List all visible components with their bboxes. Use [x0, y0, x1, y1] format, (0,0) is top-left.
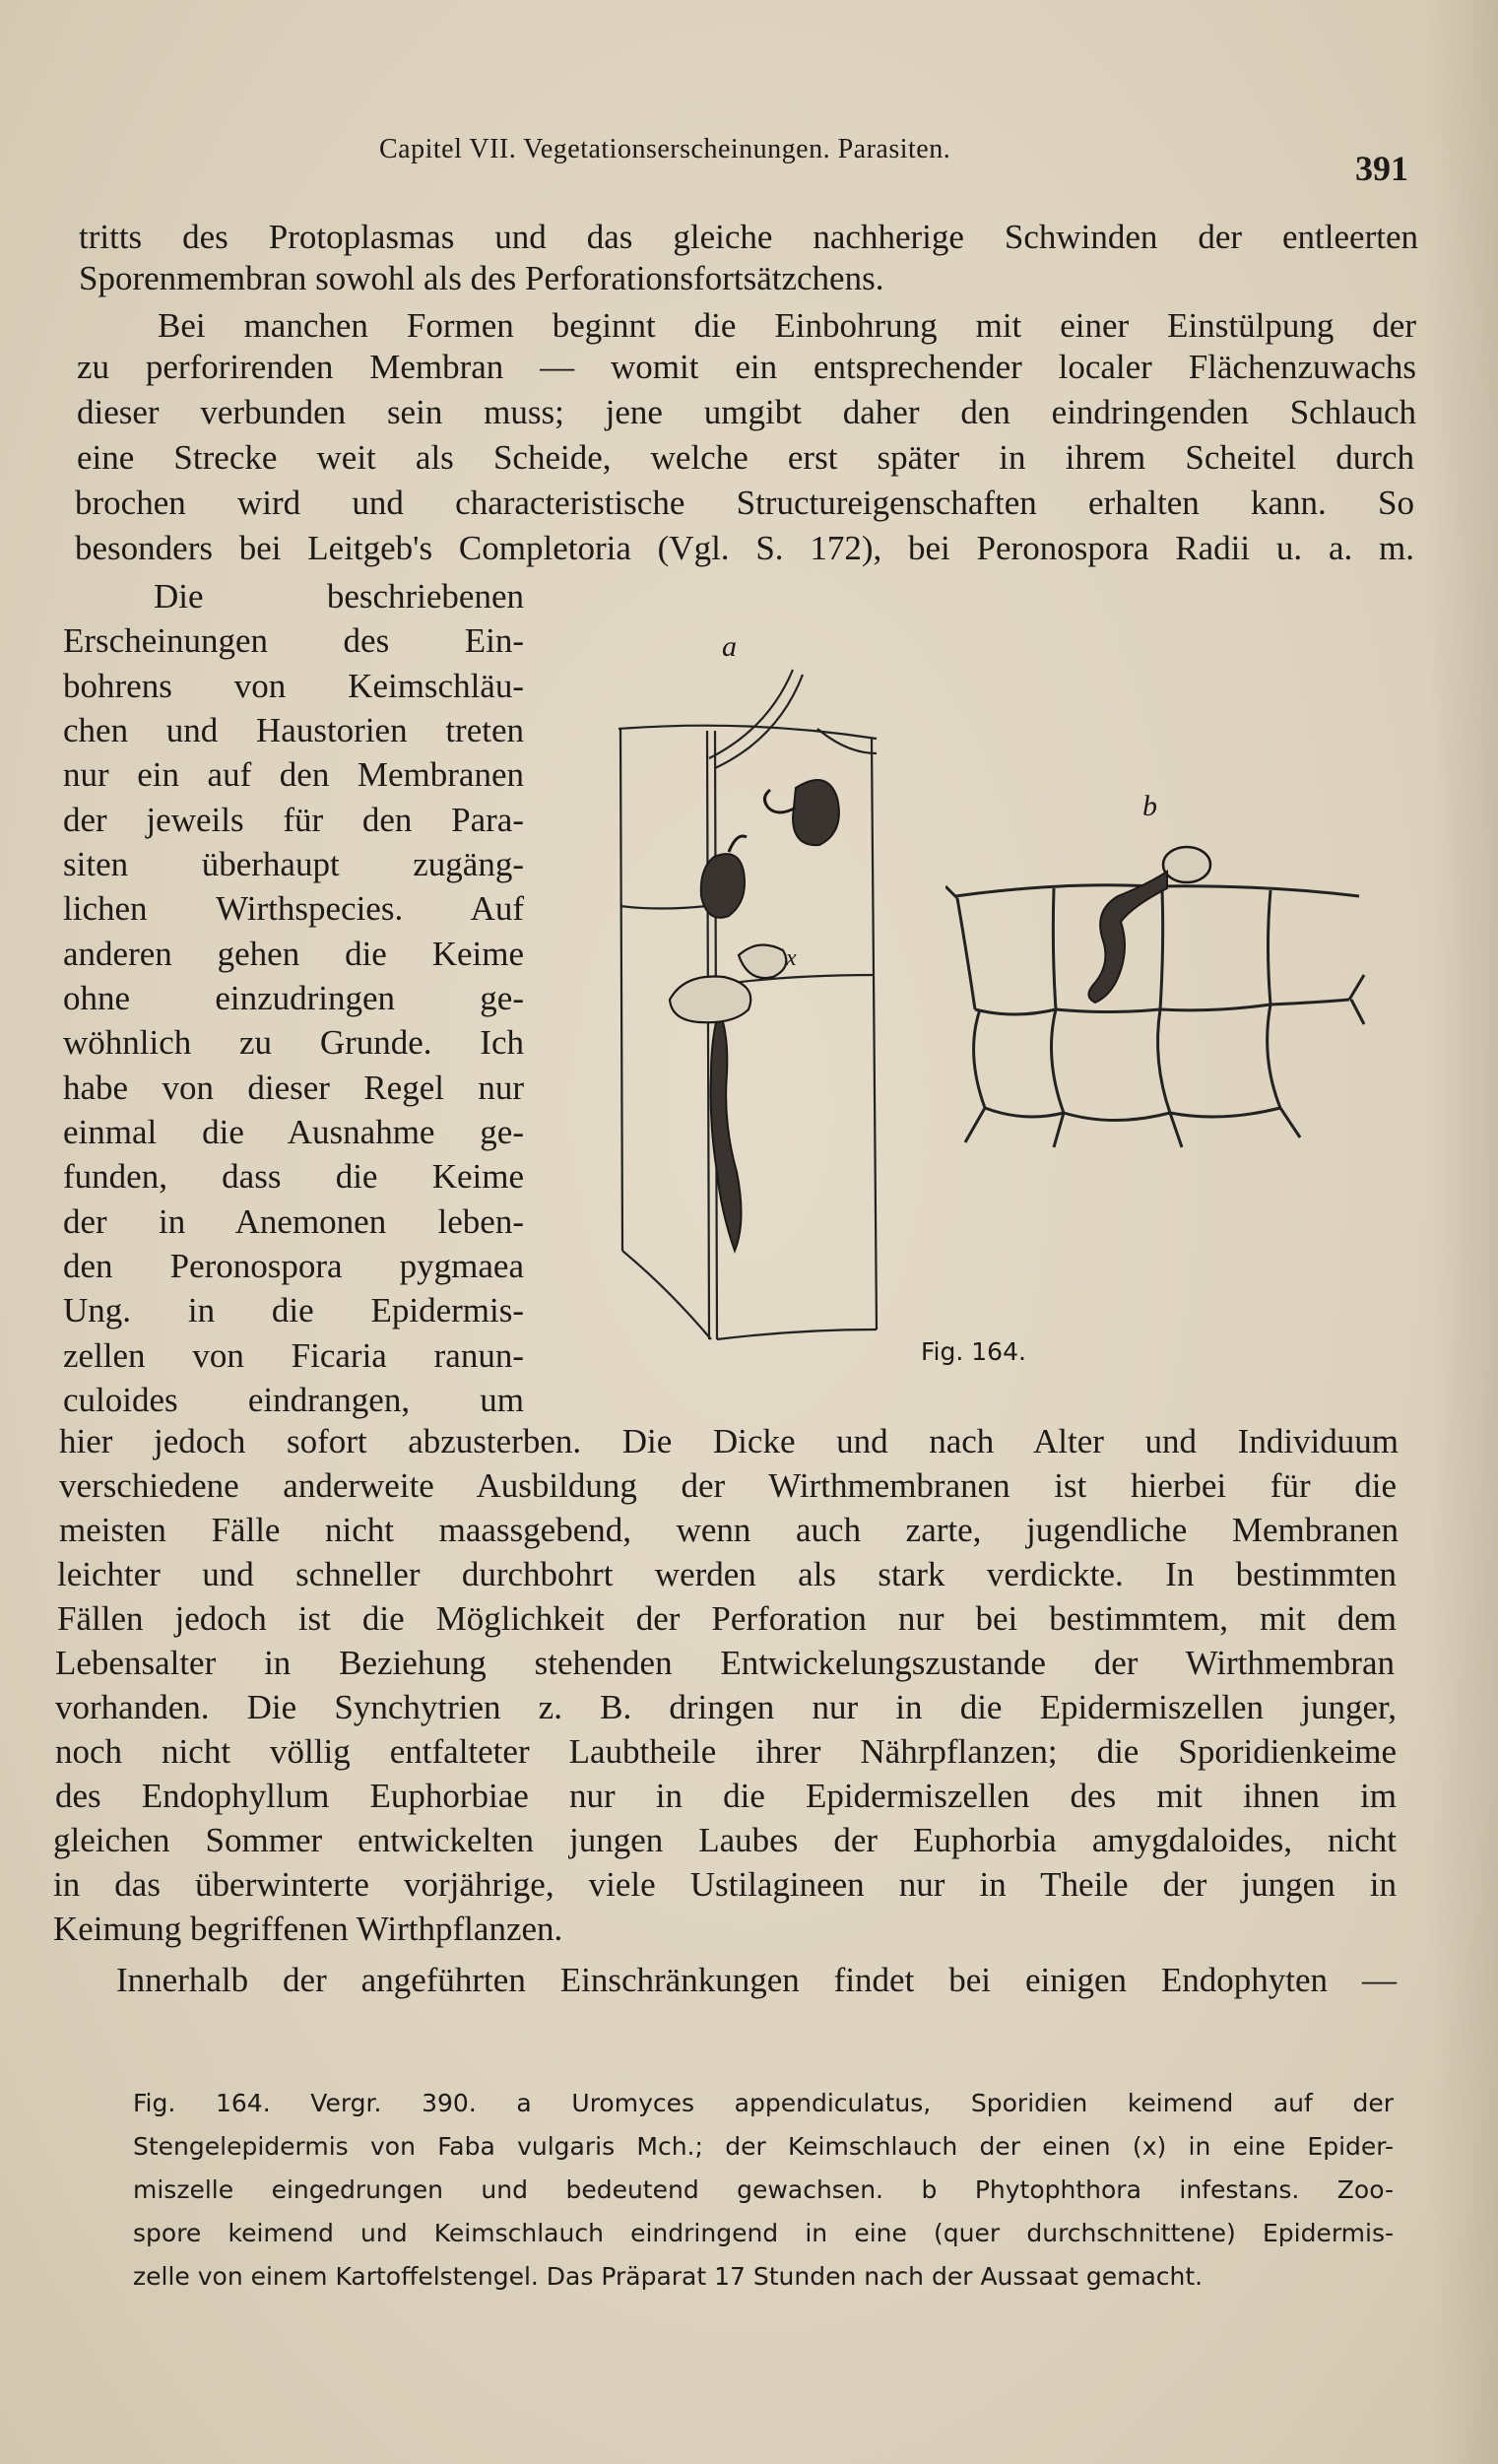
column-line: ohne einzudringen ge- — [63, 979, 524, 1017]
column-line: funden, dass die Keime — [63, 1157, 524, 1196]
text-line: gleichen Sommer entwickelten jungen Laubes der Euphorbia amygdaloides, nicht — [53, 1821, 1397, 1859]
column-line: Ung. in die Epidermis- — [63, 1291, 524, 1329]
text-line: des Endophyllum Euphorbiae nur in die Epidermiszellen des mit ihnen im — [55, 1777, 1397, 1815]
text-line: meisten Fälle nicht maassgebend, wenn auch zarte, jugendliche Membranen — [59, 1511, 1399, 1549]
text-line: zu perforirenden Membran — womit ein entsprechender localer Flächenzuwachs — [77, 348, 1416, 386]
column-line: Erscheinungen des Ein- — [63, 621, 524, 660]
running-head: Capitel VII. Vegetationserscheinungen. Parasiten. — [379, 134, 951, 164]
figure-caption-line: Stengelepidermis von Faba vulgaris Mch.; der Keimschlauch der einen (x) in eine Epider- — [133, 2132, 1394, 2161]
text-line: verschiedene anderweite Ausbildung der Wirthmembranen ist hierbei für die — [59, 1466, 1397, 1505]
column-line: der in Anemonen leben- — [63, 1202, 524, 1241]
text-line: vorhanden. Die Synchytrien z. B. dringen nur in die Epidermiszellen junger, — [55, 1688, 1397, 1726]
text-line: hier jedoch sofort abzusterben. Die Dicke und nach Alter und Individuum — [59, 1422, 1399, 1460]
text-line: Bei manchen Formen beginnt die Einbohrung mit einer Einstülpung der — [158, 306, 1416, 345]
text-line: Lebensalter in Beziehung stehenden Entwickelungszustande der Wirthmembran — [55, 1644, 1395, 1682]
column-line: anderen gehen die Keime — [63, 935, 524, 973]
column-line: culoides eindrangen, um — [63, 1381, 524, 1419]
text-line: Innerhalb der angeführten Einschränkungen findet bei einigen Endophyten — — [116, 1961, 1397, 1999]
page-edge-shadow — [1429, 0, 1498, 2464]
figure-caption-line: spore keimend und Keimschlauch eindringend in eine (quer durchschnittene) Epidermis- — [133, 2219, 1394, 2247]
column-line: chen und Haustorien treten — [63, 711, 524, 749]
figure-164b-illustration — [945, 827, 1369, 1152]
text-line: noch nicht völlig entfalteter Laubtheile ihrer Nährpflanzen; die Sporidienkeime — [55, 1732, 1397, 1771]
column-line: nur ein auf den Membranen — [63, 755, 524, 794]
text-line: besonders bei Leitgeb's Completoria (Vgl. S. 172), bei Peronospora Radii u. a. m. — [75, 529, 1414, 567]
text-line: tritts des Protoplasmas und das gleiche nachherige Schwinden der entleerten — [79, 218, 1418, 256]
figure-label: Fig. 164. — [921, 1337, 1026, 1366]
text-line: Sporenmembran sowohl als des Perforationsfortsätzchens. — [79, 259, 884, 297]
text-line: brochen wird und characteristische Structureigenschaften erhalten kann. So — [75, 484, 1414, 522]
column-line: siten überhaupt zugäng- — [63, 845, 524, 883]
figure-letter-a: a — [722, 630, 737, 663]
column-line: lichen Wirthspecies. Auf — [63, 889, 524, 928]
figure-caption-line: miszelle eingedrungen und bedeutend gewachsen. b Phytophthora infestans. Zoo- — [133, 2175, 1394, 2204]
column-line: der jeweils für den Para- — [63, 801, 524, 839]
text-line: leichter und schneller durchbohrt werden als stark verdickte. In bestimmten — [57, 1555, 1397, 1593]
text-line: eine Strecke weit als Scheide, welche erst später in ihrem Scheitel durch — [77, 438, 1414, 477]
column-line: wöhnlich zu Grunde. Ich — [63, 1023, 524, 1062]
column-line: zellen von Ficaria ranun- — [63, 1336, 524, 1375]
figure-letter-x: x — [786, 945, 797, 971]
text-line: dieser verbunden sein muss; jene umgibt daher den eindringenden Schlauch — [77, 393, 1416, 431]
figure-caption-line: zelle von einem Kartoffelstengel. Das Präparat 17 Stunden nach der Aussaat gemacht. — [133, 2262, 1204, 2291]
column-line: bohrens von Keimschläu- — [63, 667, 524, 705]
column-line: den Peronospora pygmaea — [63, 1247, 524, 1285]
figure-letter-b: b — [1142, 790, 1157, 822]
column-line: habe von dieser Regel nur — [63, 1069, 524, 1107]
figure-164a-illustration — [591, 660, 906, 1349]
page-number: 391 — [1355, 149, 1408, 188]
text-line: Fällen jedoch ist die Möglichkeit der Perforation nur bei bestimmtem, mit dem — [57, 1599, 1397, 1638]
text-line: Keimung begriffenen Wirthpflanzen. — [53, 1910, 563, 1948]
text-line: in das überwinterte vorjährige, viele Ustilagineen nur in Theile der jungen in — [53, 1865, 1397, 1904]
column-line: Die beschriebenen — [154, 577, 524, 616]
figure-caption-line: Fig. 164. Vergr. 390. a Uromyces appendiculatus, Sporidien keimend auf der — [133, 2089, 1394, 2117]
column-line: einmal die Ausnahme ge- — [63, 1113, 524, 1151]
